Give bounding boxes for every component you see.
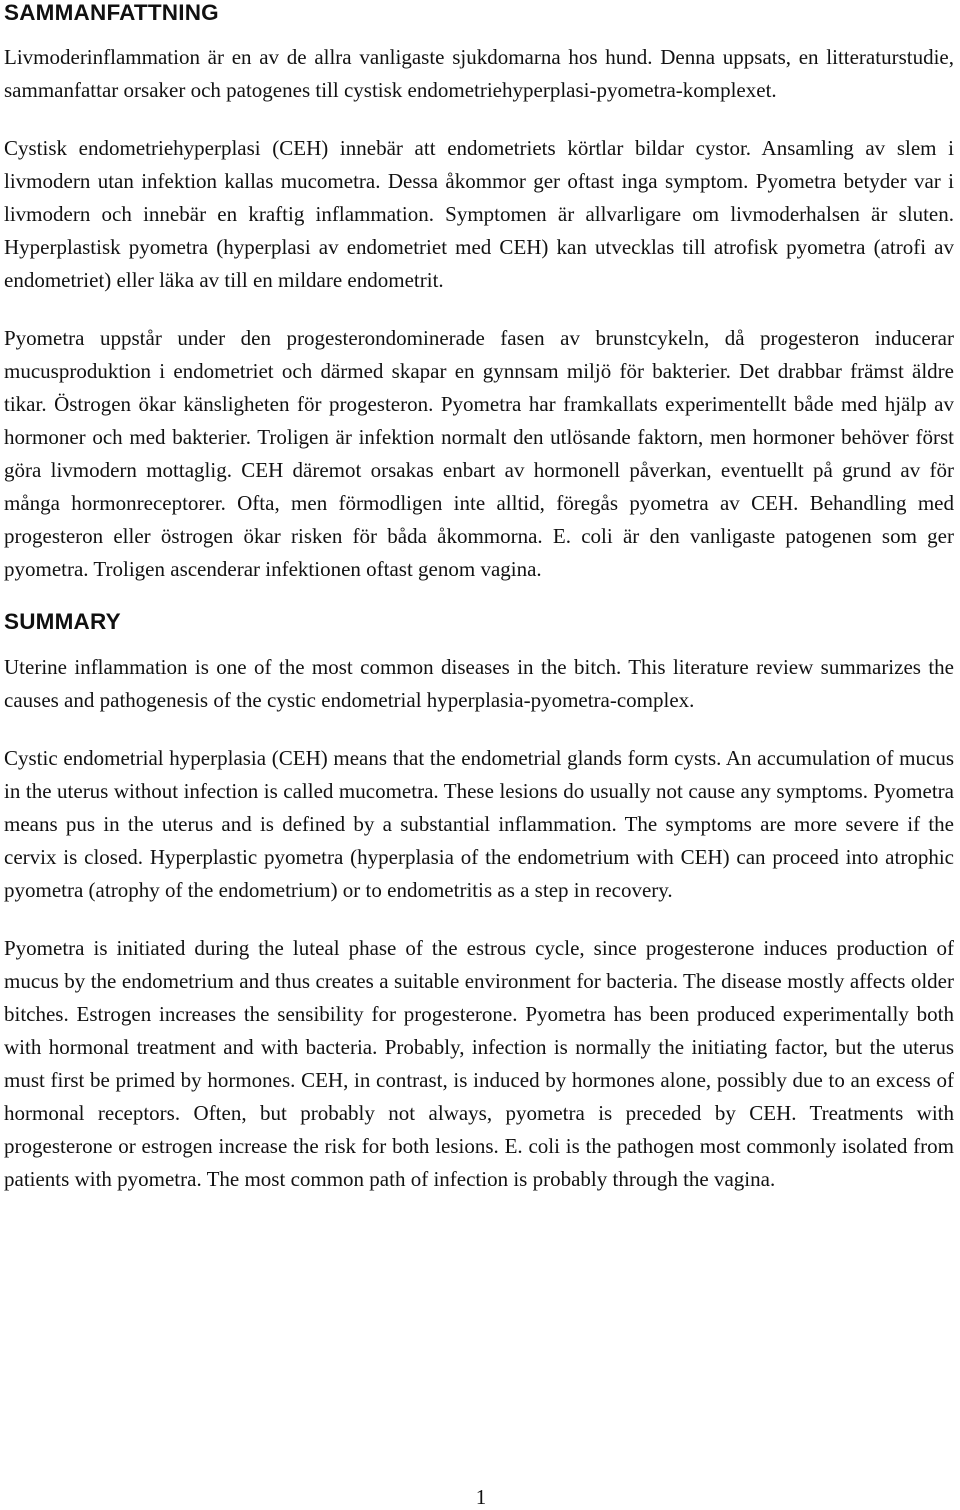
sammanfattning-section [4,0,954,586]
document-page [4,0,954,1196]
page-number: 1 [475,1485,487,1509]
sammanfattning-paragraph-1: Livmoderinflammation är en av de allra vanligaste sjukdomarna hos hund. Denna uppsats, en litteraturstudie, sammanfattar orsaker och patogenes till cystisk endometriehyperplasi-pyometra-komplexet. [4,45,954,102]
summary-paragraph-3: Pyometra is initiated during the luteal phase of the estrous cycle, since progesterone induces production of mucus by the endometrium and thus creates a suitable environment for bacteria. The disease mostly affects older bitches. Estrogen increases the sensibility for progesterone. Pyometra has been produced experimentally both with hormonal treatment and with bacteria. Probably, infection is normally the initiating factor, but the uterus must first be primed by hormones. CEH, in contrast, is induced by hormones alone, possibly due to an excess of hormonal receptors. Often, but probably not always, pyometra is preceded by CEH. Treatments with progesterone or estrogen increase the risk for both lesions. E. coli is the pathogen most commonly isolated from patients with pyometra. The most common path of infection is probably through the vagina. [4,936,954,1191]
sammanfattning-paragraph-2: Cystisk endometriehyperplasi (CEH) innebär att endometriets körtlar bildar cystor. Ansamling av slem i livmodern utan infektion kallas mucometra. Dessa åkommor ger oftast inga symptom. Pyometra betyder var i livmodern och innebär en kraftig inflammation. Symptomen är allvarligare om livmoderhalsen är sluten. Hyperplastisk pyometra (hyperplasi av endometriet med CEH) kan utvecklas till atrofisk pyometra (atrofi av endometriet) eller läka av till en mildare endometrit. [4,136,954,292]
sammanfattning-paragraph-3: Pyometra uppstår under den progesterondominerade fasen av brunstcykeln, då progesteron inducerar mucusproduktion i endometriet och därmed skapar en gynnsam miljö för bakterier. Det drabbar främst äldre tikar. Östrogen ökar känsligheten för progesteron. Pyometra har framkallats experimentellt både med hjälp av hormoner och med bakterier. Troligen är infektion normalt den utlösande faktorn, men hormoner behöver först göra livmodern mottaglig. CEH däremot orsakas enbart av hormonell påverkan, eventuellt på grund av för många hormonreceptorer. Ofta, men förmodligen inte alltid, föregås pyometra av CEH. Behandling med progesteron eller östrogen ökar risken för båda åkommorna. E. coli är den vanligaste patogenen som ger pyometra. Troligen ascenderar infektionen oftast genom vagina. [4,326,954,581]
summary-heading: SUMMARY [4,609,121,634]
summary-section [4,609,954,1196]
sammanfattning-heading: SAMMANFATTNING [4,0,219,25]
summary-paragraph-2: Cystic endometrial hyperplasia (CEH) means that the endometrial glands form cysts. An accumulation of mucus in the uterus without infection is called mucometra. These lesions do usually not cause any symptoms. Pyometra means pus in the uterus and is defined by a substantial inflammation. The symptoms are more severe if the cervix is closed. Hyperplastic pyometra (hyperplasia of the endometrium with CEH) can proceed into atrophic pyometra (atrophy of the endometrium) or to endometritis as a step in recovery. [4,746,954,902]
summary-paragraph-1: Uterine inflammation is one of the most common diseases in the bitch. This literature review summarizes the causes and pathogenesis of the cystic endometrial hyperplasia-pyometra-complex. [4,655,954,712]
